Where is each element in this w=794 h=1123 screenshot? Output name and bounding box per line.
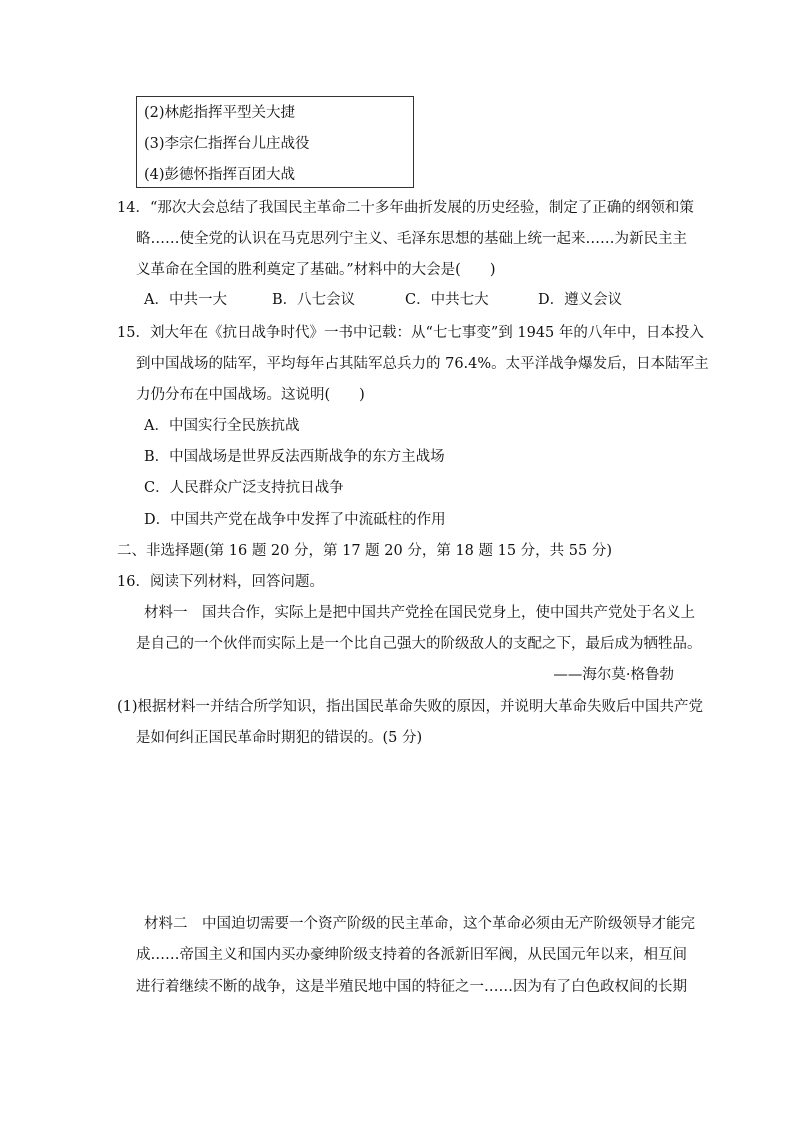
q14-option-b: B．八七会议	[272, 292, 356, 308]
sub-question-1: 是如何纠正国民革命时期犯的错误的。(5 分)	[136, 730, 423, 746]
box-item: (3)李宗仁指挥台儿庄战役	[144, 136, 310, 152]
q14-stem-line: 义革命在全国的胜利奠定了基础。”材料中的大会是( )	[136, 262, 496, 278]
q15-option-a: A．中国实行全民族抗战	[144, 418, 300, 434]
box-item: (2)林彪指挥平型关大捷	[144, 105, 296, 121]
section-title: 二、非选择题(第 16 题 20 分，第 17 题 20 分，第 18 题 15 分，共 55 分)	[117, 543, 612, 559]
material-two-line: 成……帝国主义和国内买办豪绅阶级支持着的各派新旧军阀，从民国元年以来，相互间	[136, 947, 687, 963]
material-two-line: 进行着继续不断的战争，这是半殖民地中国的特征之一……因为有了白色政权间的长期	[136, 979, 687, 995]
q14-stem-line: 14．“那次大会总结了我国民主革命二十多年曲折发展的历史经验，制定了正确的纲领和策	[117, 200, 694, 216]
q14-option-c: C．中共七大	[405, 292, 489, 308]
material-one-source: ——海尔莫·格鲁勃	[553, 667, 674, 683]
box-item: (4)彭德怀指挥百团大战	[144, 167, 296, 183]
material-two-line: 材料二 中国迫切需要一个资产阶级的民主革命，这个革命必须由无产阶级领导才能完	[144, 916, 695, 932]
q14-stem-line: 略……使全党的认识在马克思列宁主义、毛泽东思想的基础上统一起来……为新民主主	[136, 231, 687, 247]
q15-option-c: C．人民群众广泛支持抗日战争	[144, 480, 344, 496]
material-one-line: 是自己的一个伙伴而实际上是一个比自己强大的阶级敌人的支配之下，最后成为牺牲品。	[136, 636, 702, 652]
q15-stem-line: 力仍分布在中国战场。这说明( )	[136, 387, 365, 403]
q14-option-d: D．遵义会议	[538, 292, 623, 308]
q15-stem-line: 15．刘大年在《抗日战争时代》一书中记载：从“七七事变”到 1945 年的八年中，日本投入	[117, 325, 704, 341]
sub-question-1: (1)根据材料一并结合所学知识，指出国民革命失败的原因，并说明大革命失败后中国共产党	[117, 699, 704, 715]
q14-option-a: A．中共一大	[144, 292, 227, 308]
q15-option-d: D．中国共产党在战争中发挥了中流砥柱的作用	[144, 512, 446, 528]
q16-intro: 16．阅读下列材料，回答问题。	[117, 574, 324, 590]
q15-option-b: B．中国战场是世界反法西斯战争的东方主战场	[144, 449, 445, 465]
q15-stem-line: 到中国战场的陆军，平均每年占其陆军总兵力的 76.4%。太平洋战争爆发后，日本陆军主	[136, 356, 709, 372]
material-one-line: 材料一 国共合作，实际上是把中国共产党拴在国民党身上，使中国共产党处于名义上	[144, 605, 695, 621]
